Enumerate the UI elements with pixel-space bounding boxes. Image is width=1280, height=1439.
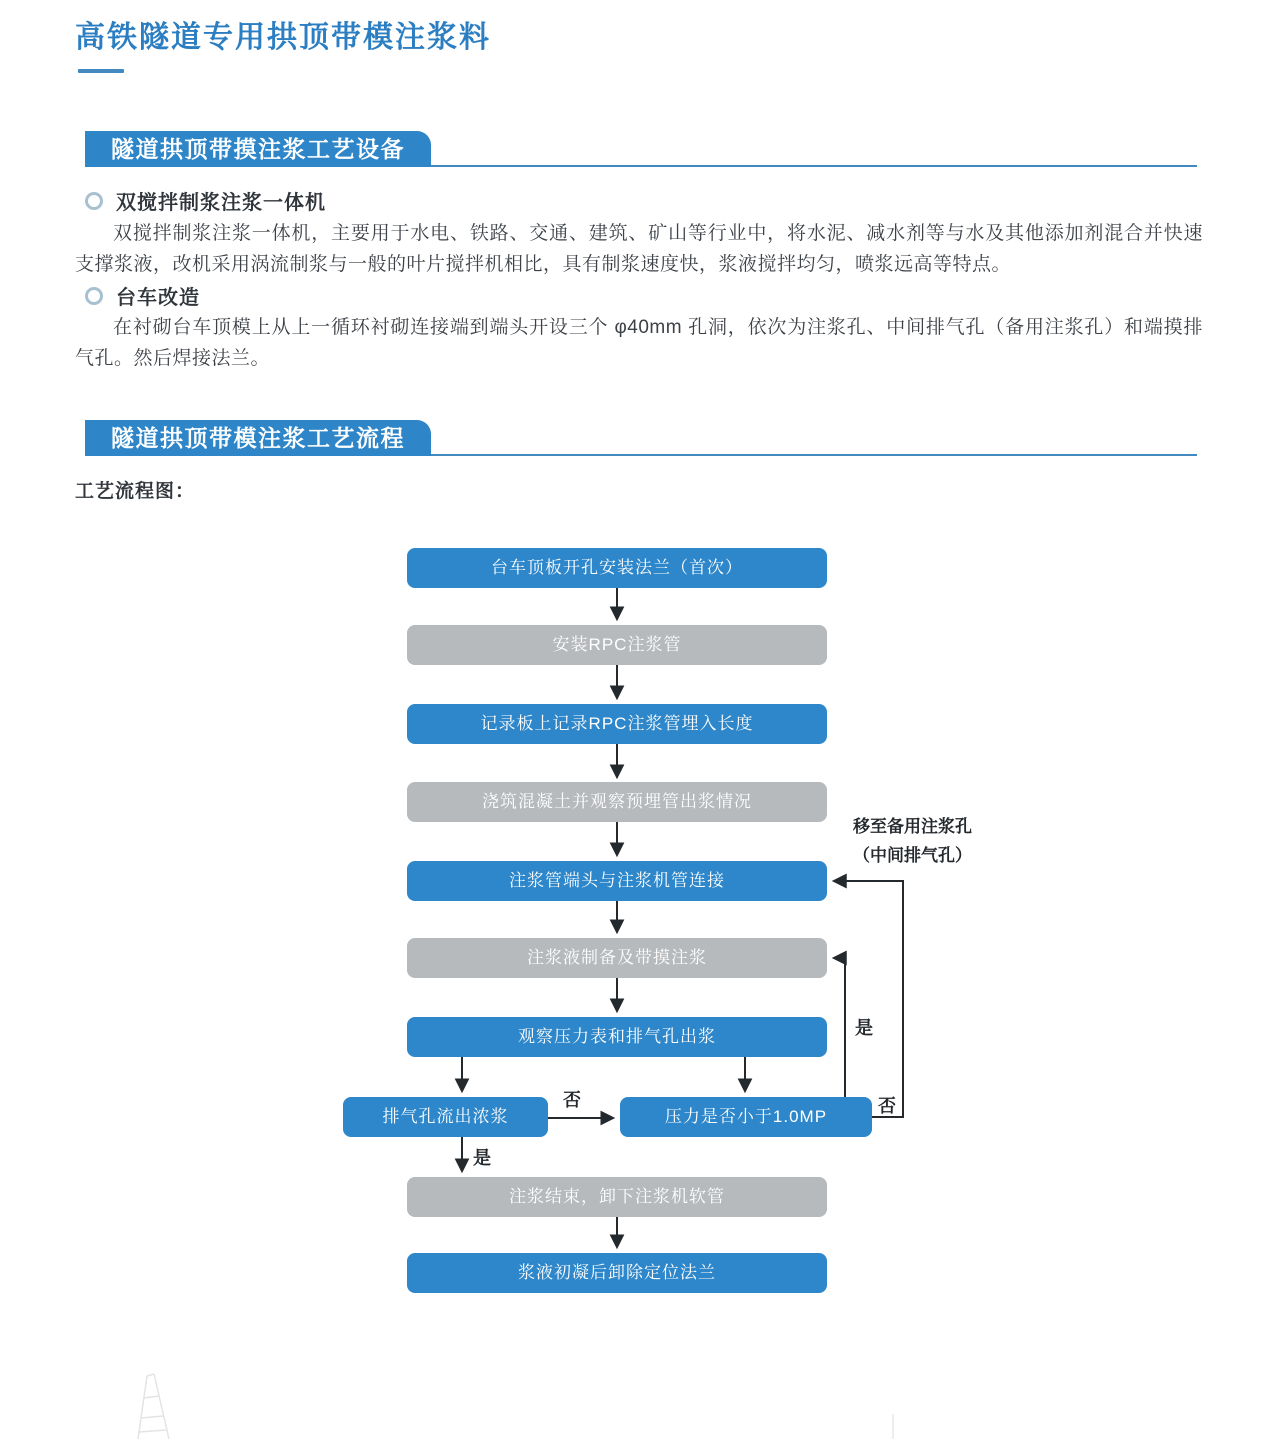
section-header-process xyxy=(85,420,1197,456)
flowchart-caption: 工艺流程图： xyxy=(75,481,196,502)
loop-annotation xyxy=(830,812,995,870)
flow-step-pour-concrete: 浇筑混凝土并观察预埋管出浆情况 xyxy=(407,782,827,822)
flow-label-no: 否 xyxy=(563,1090,581,1110)
flow-step-observe-pressure: 观察压力表和排气孔出浆 xyxy=(407,1017,827,1057)
flow-label-yes: 是 xyxy=(473,1148,491,1168)
double-circle-bullet-icon xyxy=(85,192,103,210)
bullet-item-mixer xyxy=(85,186,326,215)
tower-watermark xyxy=(138,1374,893,1439)
paragraph-mixer: 双搅拌制浆注浆一体机，主要用于水电、铁路、交通、建筑、矿山等行业中，将水泥、减水剂等与水及其他添加剂混合并快速支撑浆液，改机采用涡流制浆与一般的叶片搅拌机相比，具有制浆速度快，浆液搅拌均匀，喷浆远高等特点。 xyxy=(75,223,1203,275)
flow-step-end-grouting: 注浆结束，卸下注浆机软管 xyxy=(407,1177,827,1217)
bullet-heading: 双搅拌制浆注浆一体机 xyxy=(116,192,326,214)
bullet-heading: 台车改造 xyxy=(116,287,200,309)
flow-label-loop-no: 否 xyxy=(878,1096,896,1116)
flow-step-record-length: 记录板上记录RPC注浆管埋入长度 xyxy=(407,704,827,744)
loop-annotation-line1: 移至备用注浆孔 xyxy=(853,817,972,836)
flow-step-remove-flange: 浆液初凝后卸除定位法兰 xyxy=(407,1253,827,1293)
flow-step-prepare-grout: 注浆液制备及带摸注浆 xyxy=(407,938,827,978)
page-title: 高铁隧道专用拱顶带模注浆料 xyxy=(75,21,491,54)
section-tab-label: 隧道拱顶带模注浆工艺流程 xyxy=(85,420,431,456)
section-tab-label: 隧道拱顶带摸注浆工艺设备 xyxy=(85,131,431,167)
flow-label-loop-yes: 是 xyxy=(855,1018,873,1038)
flow-step-install-rpc-pipe: 安装RPC注浆管 xyxy=(407,625,827,665)
bullet-item-trolley xyxy=(85,281,200,310)
flow-step-pressure-check: 压力是否小于1.0MP xyxy=(620,1097,872,1137)
flow-step-install-flange: 台车顶板开孔安装法兰（首次） xyxy=(407,548,827,588)
section-header-equipment xyxy=(85,131,1197,167)
flow-step-connect-pipe: 注浆管端头与注浆机管连接 xyxy=(407,861,827,901)
paragraph-trolley: 在衬砌台车顶模上从上一循环衬砌连接端到端头开设三个 φ40mm 孔洞，依次为注浆孔、中间排气孔（备用注浆孔）和端摸排气孔。然后焊接法兰。 xyxy=(75,317,1203,369)
flow-step-vent-thick-grout: 排气孔流出浓浆 xyxy=(343,1097,548,1137)
title-underline xyxy=(78,69,124,73)
loop-annotation-line2: （中间排气孔） xyxy=(853,846,972,865)
double-circle-bullet-icon xyxy=(85,287,103,305)
